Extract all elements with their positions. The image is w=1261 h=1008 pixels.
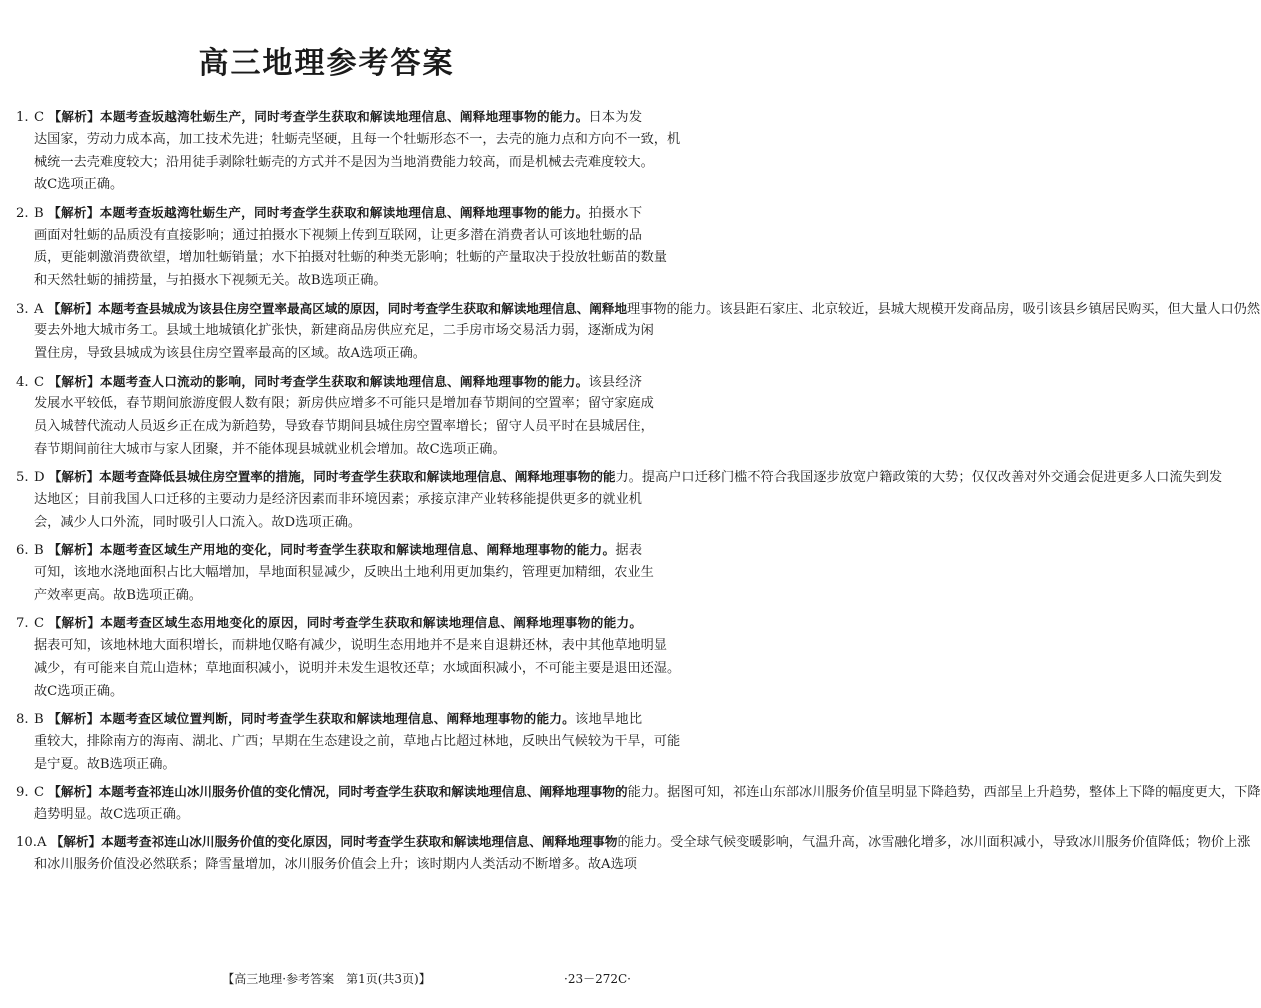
- analysis-tag: 【解析】: [48, 711, 100, 727]
- analysis-text: 力。提高户口迁移门槛不符合我国逐步放宽户籍政策的大势；仅仅改善对外交通会促进更多人口流失到发: [615, 470, 1223, 486]
- analysis-text: 该地旱地比: [575, 712, 643, 728]
- answer-choice: B: [34, 543, 44, 559]
- analysis-text: 置住房，导致县城成为该县住房空置率最高的区域。故A选项正确。: [34, 346, 426, 362]
- analysis-text: 会，减少人口外流，同时吸引人口流入。故D选项正确。: [34, 514, 362, 530]
- answer-item: [16, 539, 654, 607]
- analysis-text: 质，更能刺激消费欲望，增加牡蛎销量；水下拍摄对牡蛎的种类无影响；牡蛎的产量取决于投放牡蛎苗的数量: [34, 250, 667, 266]
- analysis-text: 和天然牡蛎的捕捞量，与拍摄水下视频无关。故B选项正确。: [34, 273, 387, 289]
- analysis-tag: 【解析】: [47, 300, 99, 316]
- answer-choice: C: [34, 110, 45, 125]
- question-number: 8.: [16, 712, 29, 728]
- answer-choice: D: [34, 470, 45, 486]
- analysis-text: 产效率更高。故B选项正确。: [34, 587, 202, 603]
- analysis-text: 达国家，劳动力成本高，加工技术先进；牡蛎壳坚硬，且每一个牡蛎形态不一，去壳的施力点和方向不一致，机: [34, 131, 681, 147]
- analysis-text: 员入城替代流动人员返乡正在成为新趋势，导致春节期间县城住房空置率增长；留守人员平时在县城居住，: [34, 419, 654, 435]
- analysis-text: 和冰川服务价值没必然联系；降雪量增加，冰川服务价值会上升；该时期内人类活动不断增多。故A选项: [34, 857, 637, 873]
- analysis-tag: 【解析】: [48, 615, 101, 631]
- analysis-text: 春节期间前往大城市与家人团聚，并不能体现县城就业机会增加。故C选项正确。: [34, 441, 506, 457]
- answer-choice: C: [34, 785, 45, 801]
- answer-line: [16, 466, 1223, 489]
- answer-item: [16, 371, 654, 462]
- analysis-text: 拍摄水下: [588, 205, 643, 221]
- answer-choice: A: [36, 835, 47, 851]
- analysis-text: 理事物的能力。该县距石家庄、北京较近，县城大规模开发商品房，吸引该县乡镇居民购买，但大量人口仍然: [627, 301, 1261, 317]
- answer-line: [16, 371, 642, 394]
- analysis-text: 重较大，排除南方的海南、湖北、广西；早期在生态建设之前，草地占比超过林地，反映出气候较为干旱，可能: [34, 733, 681, 749]
- answer-item: [16, 298, 1261, 366]
- analysis-text: 械统一去壳难度较大；沿用徒手剥除牡蛎壳的方式并不是因为当地消费能力较高，而是机械去壳难度较大。: [34, 154, 654, 170]
- footer-code: ·23－272C·: [564, 972, 631, 986]
- answer-item: [16, 831, 1251, 877]
- answer-item: [16, 466, 1223, 534]
- question-number: 2.: [16, 205, 29, 221]
- analysis-topic: 本题考查区域位置判断，同时考查学生获取和解读地理信息、阐释地理事物的能力。: [99, 711, 576, 727]
- answer-item: [16, 708, 681, 776]
- analysis-topic: 本题考查区域生产用地的变化，同时考查学生获取和解读地理信息、阐释地理事物的能力。: [99, 542, 616, 558]
- analysis-text: 据表: [615, 543, 643, 559]
- answer-choice: C: [34, 616, 45, 632]
- answer-item: [16, 202, 667, 293]
- answer-item: [16, 612, 681, 703]
- answer-list: [16, 106, 1261, 881]
- analysis-tag: 【解析】: [48, 204, 100, 220]
- answer-choice: A: [34, 301, 44, 317]
- analysis-tag: 【解析】: [48, 469, 100, 485]
- analysis-tag: 【解析】: [48, 109, 100, 124]
- analysis-text: 画面对牡蛎的品质没有直接影响；通过拍摄水下视频上传到互联网，让更多潜在消费者认可该地牡蛎的品: [34, 227, 642, 243]
- footer-page-info: 【高三地理·参考答案 第1页(共3页)】: [222, 972, 431, 986]
- analysis-text: 据表可知，该地林地大面积增长，而耕地仅略有减少，说明生态用地并不是来自退耕还林，表中其他草地明显: [34, 638, 667, 654]
- analysis-tag: 【解析】: [48, 784, 99, 800]
- page-title: 高三地理参考答案: [198, 46, 455, 81]
- analysis-text: 减少，有可能来自荒山造林；草地面积减小，说明并未发生退牧还草；水域面积减小，不可能主要是退田还湿。: [34, 660, 681, 676]
- analysis-tag: 【解析】: [48, 373, 100, 389]
- answer-line: [16, 539, 642, 562]
- answer-line: [16, 781, 1261, 804]
- analysis-text: 的能力。受全球气候变暖影响，气温升高，冰雪融化增多，冰川面积减小，导致冰川服务价值降低；物价上涨: [617, 835, 1251, 851]
- analysis-text: 该县经济: [588, 374, 643, 390]
- analysis-text: 发展水平较低，春节期间旅游度假人数有限；新房供应增多不可能只是增加春节期间的空置率；留守家庭成: [34, 396, 654, 412]
- analysis-text: 要去外地大城市务工。县域土地城镇化扩张快，新建商品房供应充足，二手房市场交易活力弱，逐渐成为闲: [34, 323, 654, 339]
- analysis-tag: 【解析】: [48, 542, 100, 558]
- question-number: 9.: [16, 785, 29, 801]
- answer-choice: B: [34, 205, 44, 221]
- analysis-topic: 本题考查坂越湾牡蛎生产，同时考查学生获取和解读地理信息、阐释地理事物的能力。: [99, 109, 589, 124]
- analysis-text: 日本为发: [588, 110, 643, 125]
- analysis-text: 故C选项正确。: [34, 683, 124, 699]
- answer-line: [16, 708, 642, 731]
- question-number: 7.: [16, 616, 29, 632]
- answer-line: [16, 831, 1251, 854]
- analysis-topic: 本题考查祁连山冰川服务价值的变化情况，同时考查学生获取和解读地理信息、阐释地理事物的: [98, 784, 628, 800]
- analysis-text: 故C选项正确。: [34, 177, 124, 193]
- analysis-topic: 本题考查坂越湾牡蛎生产，同时考查学生获取和解读地理信息、阐释地理事物的能力。: [99, 204, 589, 220]
- analysis-topic: 本题考查人口流动的影响，同时考查学生获取和解读地理信息、阐释地理事物的能力。: [99, 373, 589, 389]
- question-number: 6.: [16, 543, 29, 559]
- page-footer: [0, 968, 653, 990]
- question-number: 4.: [16, 374, 29, 390]
- answer-item: [16, 781, 1261, 827]
- answer-line: [16, 106, 642, 129]
- analysis-topic: 本题考查县城成为该县住房空置率最高区域的原因，同时考查学生获取和解读地理信息、阐释地: [98, 300, 628, 316]
- answer-item: [16, 106, 681, 197]
- analysis-topic: 本题考查区域生态用地变化的原因，同时考查学生获取和解读地理信息、阐释地理事物的能力。: [100, 615, 643, 631]
- answer-line: [16, 202, 642, 225]
- analysis-text: 可知，该地水浇地面积占比大幅增加，旱地面积显减少，反映出土地利用更加集约，管理更加精细，农业生: [34, 565, 654, 581]
- analysis-topic: 本题考查降低县城住房空置率的措施，同时考查学生获取和解读地理信息、阐释地理事物的能: [99, 469, 616, 485]
- analysis-text: 能力。据图可知，祁连山东部冰川服务价值呈明显下降趋势，西部呈上升趋势，整体上下降的幅度更大，下降: [627, 785, 1261, 801]
- answer-line: [16, 298, 1261, 321]
- answer-choice: C: [34, 374, 45, 390]
- analysis-tag: 【解析】: [50, 834, 102, 850]
- question-number: 5.: [16, 470, 29, 486]
- question-number: 3.: [16, 301, 29, 317]
- analysis-text: 是宁夏。故B选项正确。: [34, 756, 176, 772]
- analysis-text: 趋势明显。故C选项正确。: [34, 806, 190, 822]
- analysis-topic: 本题考查祁连山冰川服务价值的变化原因，同时考查学生获取和解读地理信息、阐释地理事物: [101, 834, 618, 850]
- question-number: 1.: [16, 110, 29, 125]
- answer-line: [16, 612, 642, 635]
- analysis-text: 达地区；目前我国人口迁移的主要动力是经济因素而非环境因素；承接京津产业转移能提供更多的就业机: [34, 492, 642, 508]
- answer-choice: B: [34, 712, 44, 728]
- question-number: 10.: [16, 835, 37, 851]
